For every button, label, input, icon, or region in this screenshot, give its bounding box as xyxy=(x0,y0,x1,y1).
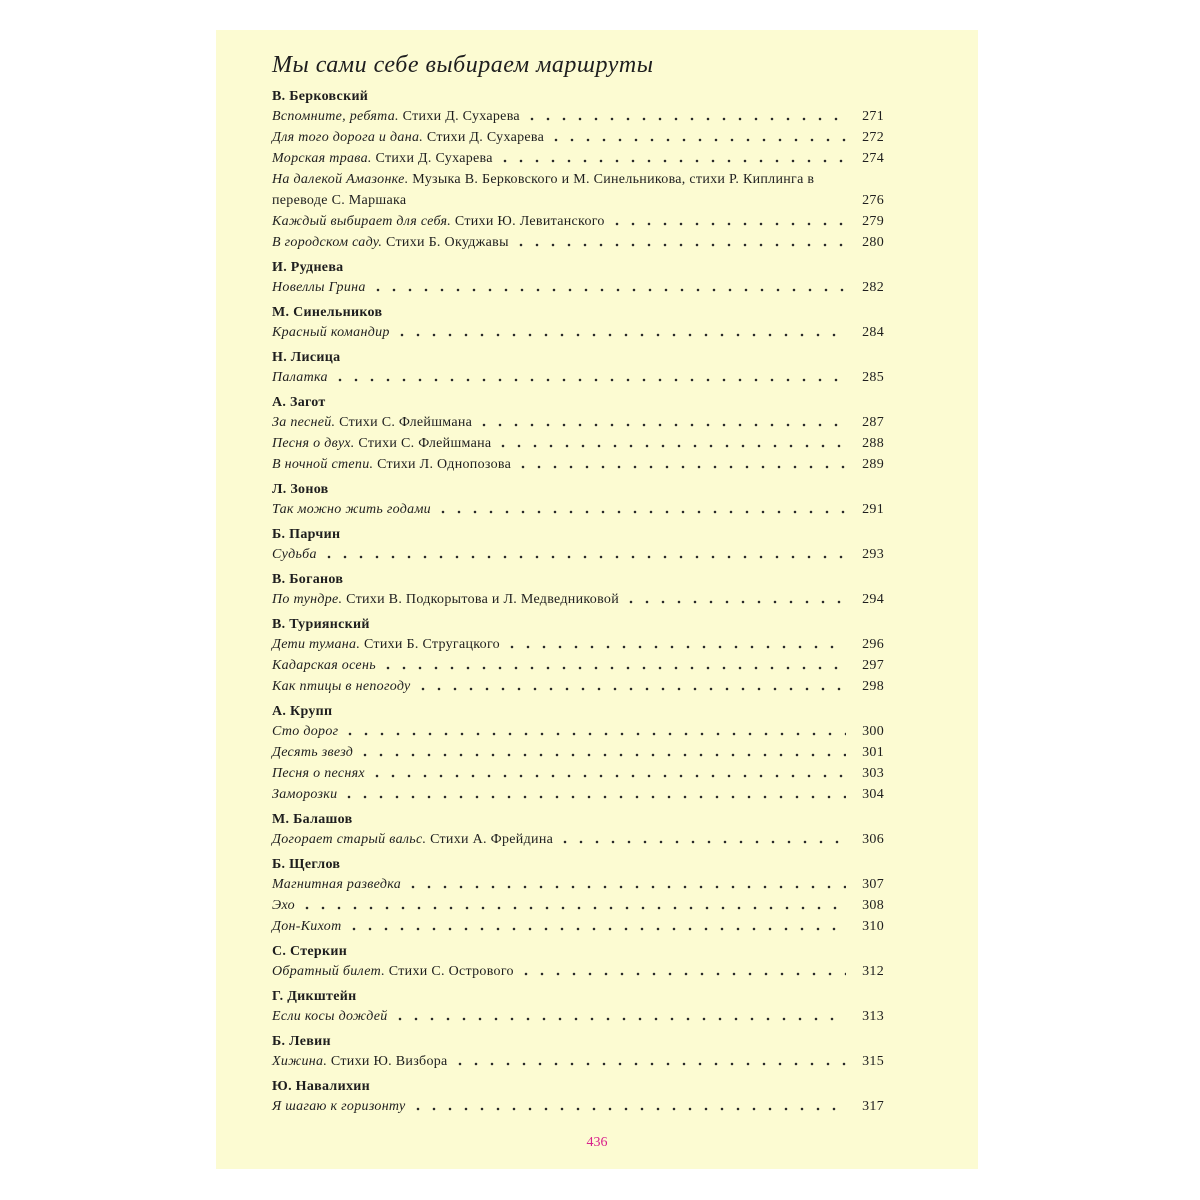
author-name: Л. Зонов xyxy=(272,482,329,497)
toc-entry[interactable] xyxy=(272,634,884,655)
dot-leader xyxy=(495,442,846,450)
author-name: Б. Щеглов xyxy=(272,857,341,872)
author-name: В. Боганов xyxy=(272,572,344,587)
song-credits: Стихи Д. Сухарева xyxy=(398,109,520,124)
entry-text xyxy=(272,763,365,784)
dot-leader xyxy=(357,751,846,759)
entry-page-number: 317 xyxy=(862,1099,884,1114)
author-name: А. Крупп xyxy=(272,704,333,719)
entry-text xyxy=(272,916,342,937)
toc-group xyxy=(272,259,884,298)
dot-leader xyxy=(405,883,846,891)
song-title: Красный командир xyxy=(272,325,390,340)
entry-text xyxy=(272,829,553,850)
toc-group xyxy=(272,481,884,520)
entry-page-number: 304 xyxy=(862,787,884,802)
entry-text xyxy=(272,148,493,169)
song-title: Песня о песнях xyxy=(272,766,365,781)
entry-page-number: 276 xyxy=(862,193,884,208)
entry-page-number: 308 xyxy=(862,898,884,913)
song-title: Заморозки xyxy=(272,787,338,802)
toc-entry[interactable] xyxy=(272,676,884,697)
entry-page-number: 287 xyxy=(862,415,884,430)
toc-group xyxy=(272,943,884,982)
toc-entry[interactable] xyxy=(272,1006,884,1027)
song-credits: Стихи Б. Окуджавы xyxy=(382,235,509,250)
entry-text xyxy=(272,655,376,676)
song-title: По тундре. xyxy=(272,592,343,607)
page-title: Мы сами себе выбираем маршруты xyxy=(272,52,654,78)
dot-leader xyxy=(415,685,846,693)
dot-leader xyxy=(609,220,846,228)
entry-text xyxy=(272,277,366,298)
dot-leader xyxy=(476,421,846,429)
entry-page-number: 279 xyxy=(862,214,884,229)
song-credits: Музыка В. Берковского и М. Синельникова, стихи Р. Киплинга в переводе С. Маршака xyxy=(272,172,815,208)
entry-page-number: 313 xyxy=(862,1009,884,1024)
entry-page-number: 300 xyxy=(862,724,884,739)
toc-group xyxy=(272,526,884,565)
dot-leader xyxy=(410,1105,846,1113)
toc-group xyxy=(272,811,884,850)
toc-entry[interactable] xyxy=(272,169,884,211)
toc-entry[interactable] xyxy=(272,589,884,610)
entry-text xyxy=(272,874,401,895)
entry-text xyxy=(272,499,431,520)
song-credits: Стихи Л. Однопозова xyxy=(373,457,512,472)
song-title: Десять звезд xyxy=(272,745,354,760)
toc-entry[interactable] xyxy=(272,433,884,454)
entry-text xyxy=(272,412,472,433)
song-title: Сто дорог xyxy=(272,724,339,739)
toc-entry[interactable] xyxy=(272,211,884,232)
author-name: В. Берковский xyxy=(272,89,369,104)
entry-text xyxy=(272,895,295,916)
dot-leader xyxy=(515,463,846,471)
toc-group xyxy=(272,1033,884,1072)
dot-leader xyxy=(346,925,847,933)
entry-text xyxy=(272,433,491,454)
entry-text xyxy=(272,544,317,565)
entry-page-number: 297 xyxy=(862,658,884,673)
song-credits: Стихи Ю. Левитанского xyxy=(451,214,605,229)
dot-leader xyxy=(518,970,846,978)
entry-text xyxy=(272,106,520,127)
toc-entry[interactable] xyxy=(272,106,884,127)
entry-text xyxy=(272,232,509,253)
entry-page-number: 288 xyxy=(862,436,884,451)
song-title: Палатка xyxy=(272,370,328,385)
toc-group xyxy=(272,88,884,253)
song-credits: Стихи Ю. Визбора xyxy=(327,1054,448,1069)
entry-page-number: 274 xyxy=(862,151,884,166)
dot-leader xyxy=(452,1060,846,1068)
author-name: Б. Левин xyxy=(272,1034,331,1049)
toc-entry[interactable] xyxy=(272,127,884,148)
entry-text xyxy=(272,676,411,697)
author-name: Б. Парчин xyxy=(272,527,341,542)
song-title: За песней. xyxy=(272,415,336,430)
entry-page-number: 298 xyxy=(862,679,884,694)
entry-text xyxy=(272,589,619,610)
toc-entry[interactable] xyxy=(272,1051,884,1072)
toc-group xyxy=(272,304,884,343)
entry-text xyxy=(272,169,842,211)
dot-leader xyxy=(557,838,846,846)
entry-text xyxy=(272,1006,388,1027)
song-credits: Стихи С. Флейшмана xyxy=(335,415,473,430)
dot-leader xyxy=(342,730,846,738)
entry-text xyxy=(272,454,511,475)
dot-leader xyxy=(513,241,846,249)
dot-leader xyxy=(548,136,846,144)
song-credits: Стихи Д. Сухарева xyxy=(371,151,493,166)
entry-text xyxy=(272,721,338,742)
entry-page-number: 272 xyxy=(862,130,884,145)
toc-entry[interactable] xyxy=(272,742,884,763)
song-title: Хижина. xyxy=(272,1054,328,1069)
entry-text xyxy=(272,634,500,655)
author-name: М. Балашов xyxy=(272,812,353,827)
toc-entry[interactable] xyxy=(272,916,884,937)
dot-leader xyxy=(299,904,846,912)
entry-page-number: 294 xyxy=(862,592,884,607)
author-name: А. Загот xyxy=(272,395,326,410)
entry-text xyxy=(272,211,605,232)
entry-text xyxy=(272,742,353,763)
entry-page-number: 307 xyxy=(862,877,884,892)
song-credits: Стихи Б. Стругацкого xyxy=(360,637,500,652)
entry-text xyxy=(272,322,390,343)
song-title: Магнитная разведка xyxy=(272,877,402,892)
entry-page-number: 315 xyxy=(862,1054,884,1069)
entry-text xyxy=(272,784,337,805)
entry-page-number: 293 xyxy=(862,547,884,562)
song-title: Дети тумана. xyxy=(272,637,361,652)
dot-leader xyxy=(394,331,846,339)
song-credits: Стихи Д. Сухарева xyxy=(423,130,545,145)
entry-page-number: 301 xyxy=(862,745,884,760)
dot-leader xyxy=(370,286,846,294)
toc-group xyxy=(272,856,884,937)
entry-text xyxy=(272,1051,448,1072)
toc-entry[interactable] xyxy=(272,544,884,565)
dot-leader xyxy=(380,664,846,672)
song-title: В городском саду. xyxy=(272,235,383,250)
song-title: Обратный билет. xyxy=(272,964,385,979)
page-number: 436 xyxy=(586,1135,608,1150)
toc-entry[interactable] xyxy=(272,232,884,253)
author-name: Ю. Навалихин xyxy=(272,1079,370,1094)
toc-group xyxy=(272,394,884,475)
entry-page-number: 282 xyxy=(862,280,884,295)
entry-page-number: 291 xyxy=(862,502,884,517)
entry-page-number: 289 xyxy=(862,457,884,472)
entry-page-number: 271 xyxy=(862,109,884,124)
dot-leader xyxy=(435,508,846,516)
table-of-contents xyxy=(272,88,884,1117)
toc-group xyxy=(272,988,884,1027)
song-title: Морская трава. xyxy=(272,151,372,166)
dot-leader xyxy=(504,643,846,651)
entry-page-number: 312 xyxy=(862,964,884,979)
author-name: С. Стеркин xyxy=(272,944,348,959)
toc-entry[interactable] xyxy=(272,763,884,784)
song-title: На далекой Амазонке. xyxy=(272,172,409,187)
song-title: Дон-Кихот xyxy=(272,919,342,934)
song-title: В ночной степи. xyxy=(272,457,374,472)
author-name: Г. Дикштейн xyxy=(272,989,357,1004)
entry-page-number: 306 xyxy=(862,832,884,847)
song-credits: Стихи С. Острового xyxy=(385,964,514,979)
toc-entry[interactable] xyxy=(272,454,884,475)
toc-entry[interactable] xyxy=(272,721,884,742)
entry-page-number: 310 xyxy=(862,919,884,934)
toc-entry[interactable] xyxy=(272,895,884,916)
entry-text xyxy=(272,961,514,982)
toc-entry[interactable] xyxy=(272,961,884,982)
toc-group xyxy=(272,571,884,610)
song-title: Для того дорога и дана. xyxy=(272,130,424,145)
toc-entry[interactable] xyxy=(272,655,884,676)
author-name: Н. Лисица xyxy=(272,350,341,365)
toc-group xyxy=(272,703,884,805)
toc-entry[interactable] xyxy=(272,784,884,805)
song-title: Догорает старый вальс. xyxy=(272,832,427,847)
author-name: М. Синельников xyxy=(272,305,383,320)
entry-page-number: 280 xyxy=(862,235,884,250)
book-page xyxy=(216,30,978,1169)
song-title: Если косы дождей xyxy=(272,1009,388,1024)
song-credits: Стихи С. Флейшмана xyxy=(354,436,492,451)
toc-entry[interactable] xyxy=(272,412,884,433)
author-name: И. Руднева xyxy=(272,260,344,275)
entry-page-number: 284 xyxy=(862,325,884,340)
toc-entry[interactable] xyxy=(272,277,884,298)
toc-group xyxy=(272,616,884,697)
dot-leader xyxy=(524,115,846,123)
author-name: В. Туриянский xyxy=(272,617,370,632)
entry-page-number: 296 xyxy=(862,637,884,652)
toc-entry[interactable] xyxy=(272,322,884,343)
entry-text xyxy=(272,367,328,388)
entry-page-number: 285 xyxy=(862,370,884,385)
song-title: Новеллы Грина xyxy=(272,280,366,295)
song-title: Как птицы в непогоду xyxy=(272,679,411,694)
toc-group xyxy=(272,1078,884,1117)
entry-text xyxy=(272,127,544,148)
dot-leader xyxy=(321,553,846,561)
song-title: Вспомните, ребята. xyxy=(272,109,399,124)
toc-entry[interactable] xyxy=(272,499,884,520)
dot-leader xyxy=(341,793,846,801)
song-title: Каждый выбирает для себя. xyxy=(272,214,452,229)
song-title: Судьба xyxy=(272,547,317,562)
toc-entry[interactable] xyxy=(272,874,884,895)
song-title: Кадарская осень xyxy=(272,658,376,673)
song-title: Эхо xyxy=(272,898,295,913)
dot-leader xyxy=(392,1015,846,1023)
dot-leader xyxy=(332,376,846,384)
toc-group xyxy=(272,349,884,388)
dot-leader xyxy=(497,157,846,165)
song-title: Так можно жить годами xyxy=(272,502,431,517)
toc-entry[interactable] xyxy=(272,367,884,388)
toc-entry[interactable] xyxy=(272,829,884,850)
entry-text xyxy=(272,1096,406,1117)
song-title: Я шагаю к горизонту xyxy=(272,1099,406,1114)
song-title: Песня о двух. xyxy=(272,436,355,451)
dot-leader xyxy=(623,598,846,606)
dot-leader xyxy=(369,772,846,780)
toc-entry[interactable] xyxy=(272,1096,884,1117)
song-credits: Стихи В. Подкорытова и Л. Медведниковой xyxy=(342,592,619,607)
toc-entry[interactable] xyxy=(272,148,884,169)
entry-page-number: 303 xyxy=(862,766,884,781)
song-credits: Стихи А. Фрейдина xyxy=(426,832,554,847)
